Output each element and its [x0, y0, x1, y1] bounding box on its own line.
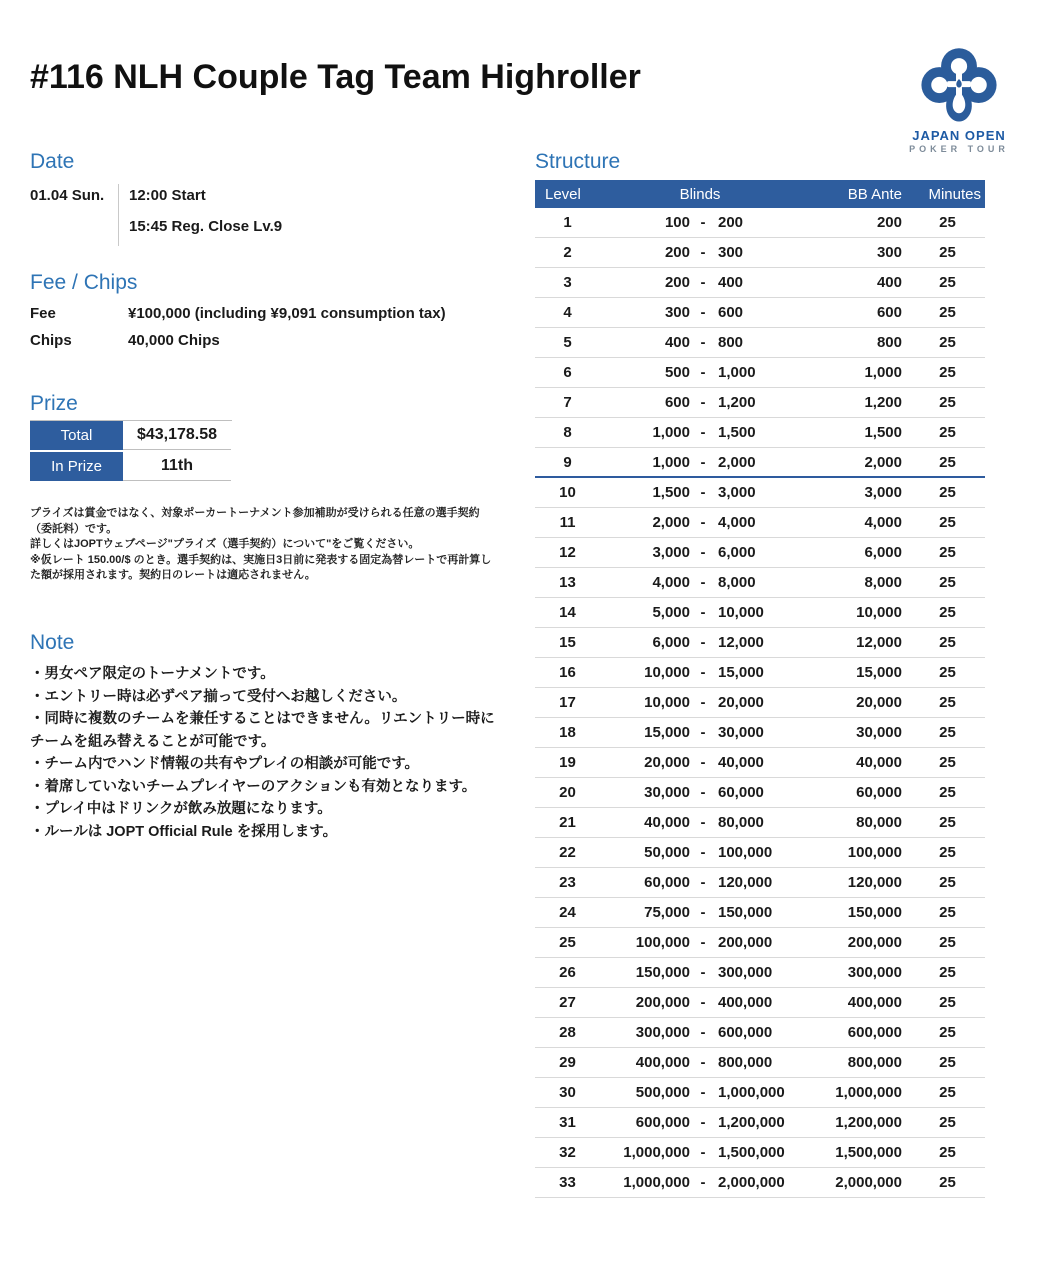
- structure-small-blind: 60,000: [644, 874, 690, 891]
- structure-level: 10: [559, 484, 576, 501]
- prize-disclaimer: [30, 506, 500, 584]
- structure-bb-ante: 800: [876, 334, 902, 351]
- structure-minutes: 25: [939, 394, 956, 411]
- structure-small-blind: 4,000: [652, 574, 690, 591]
- structure-small-blind: 200: [664, 244, 690, 261]
- structure-small-blind: 1,500: [652, 484, 690, 501]
- date-heading: Date: [30, 150, 75, 173]
- structure-small-blind: 3,000: [652, 544, 690, 561]
- fee-chips-heading: Fee / Chips: [30, 271, 138, 294]
- structure-small-blind: 1,000,000: [623, 1144, 690, 1161]
- structure-blinds-dash: -: [700, 724, 706, 741]
- prize-row-label: In Prize: [30, 452, 123, 481]
- structure-big-blind: 3,000: [718, 484, 756, 501]
- structure-blinds-dash: -: [700, 424, 706, 441]
- structure-minutes: 25: [939, 1084, 956, 1101]
- structure-blinds-dash: -: [700, 1144, 706, 1161]
- structure-row: [535, 718, 985, 748]
- structure-bb-ante: 200,000: [847, 934, 902, 951]
- structure-bb-ante: 6,000: [864, 544, 902, 561]
- structure-section: [535, 150, 985, 1198]
- structure-row: [535, 1018, 985, 1048]
- structure-small-blind: 40,000: [644, 814, 690, 831]
- structure-big-blind: 2,000: [718, 453, 756, 471]
- structure-minutes: 25: [939, 934, 956, 951]
- structure-small-blind: 600,000: [635, 1114, 690, 1131]
- structure-level: 29: [559, 1054, 576, 1071]
- structure-big-blind: 40,000: [718, 754, 764, 771]
- fee-chips-value: ¥100,000 (including ¥9,091 consumption tax): [128, 305, 446, 322]
- structure-big-blind: 4,000: [718, 514, 756, 531]
- structure-small-blind: 300: [664, 304, 690, 321]
- structure-blinds-dash: -: [700, 694, 706, 711]
- prize-row-value: 11th: [123, 452, 231, 481]
- structure-small-blind: 150,000: [635, 964, 690, 981]
- structure-small-blind: 50,000: [644, 844, 690, 861]
- fee-chips-row: [30, 305, 490, 322]
- structure-level: 8: [563, 424, 572, 441]
- structure-level: 14: [559, 604, 576, 621]
- structure-big-blind: 1,000,000: [718, 1084, 785, 1101]
- structure-big-blind: 400: [718, 274, 744, 291]
- structure-level: 17: [559, 694, 576, 711]
- column-header-minutes: Minutes: [928, 185, 981, 203]
- structure-minutes: 25: [939, 574, 956, 591]
- fee-chips-row: [30, 332, 490, 349]
- structure-bb-ante: 1,200: [864, 394, 902, 411]
- structure-big-blind: 20,000: [718, 694, 764, 711]
- logo-text-line1: JAPAN OPEN: [912, 128, 1006, 143]
- structure-small-blind: 1,000: [652, 424, 690, 441]
- structure-bb-ante: 30,000: [856, 724, 902, 741]
- structure-blinds-dash: -: [700, 574, 706, 591]
- prize-row: [30, 452, 232, 481]
- date-time-entry: 15:45 Reg. Close Lv.9: [129, 218, 283, 235]
- structure-bb-ante: 20,000: [856, 694, 902, 711]
- structure-minutes: 25: [939, 1114, 956, 1131]
- structure-row: [535, 1078, 985, 1108]
- structure-row: [535, 208, 985, 238]
- structure-level: 6: [563, 364, 572, 381]
- structure-big-blind: 400,000: [718, 994, 773, 1011]
- structure-blinds-dash: -: [700, 814, 706, 831]
- structure-small-blind: 300,000: [635, 1024, 690, 1041]
- note-item: ・ルールは JOPT Official Rule を採用します。: [30, 823, 338, 840]
- structure-bb-ante: 80,000: [856, 814, 902, 831]
- fee-chips-value: 40,000 Chips: [128, 332, 220, 349]
- structure-level: 30: [559, 1084, 576, 1101]
- structure-level: 24: [559, 904, 576, 921]
- column-header-blinds: Blinds: [679, 185, 721, 203]
- structure-minutes: 25: [939, 1144, 956, 1161]
- structure-row: [535, 778, 985, 808]
- structure-minutes: 25: [939, 214, 956, 231]
- structure-small-blind: 75,000: [644, 904, 690, 921]
- structure-level: 11: [559, 514, 576, 531]
- structure-minutes: 25: [939, 364, 956, 381]
- structure-level: 26: [559, 964, 576, 981]
- structure-blinds-dash: -: [700, 784, 706, 801]
- prize-row: [30, 421, 232, 450]
- structure-small-blind: 500: [664, 364, 690, 381]
- structure-minutes: 25: [939, 724, 956, 741]
- structure-big-blind: 1,000: [718, 364, 756, 381]
- structure-blinds-dash: -: [700, 934, 706, 951]
- structure-level: 19: [559, 754, 576, 771]
- structure-minutes: 25: [939, 904, 956, 921]
- structure-row: [535, 988, 985, 1018]
- structure-bb-ante: 12,000: [856, 634, 902, 651]
- structure-small-blind: 100,000: [635, 934, 690, 951]
- structure-minutes: 25: [939, 634, 956, 651]
- structure-level: 15: [559, 634, 576, 651]
- structure-level: 13: [559, 574, 576, 591]
- structure-row: [535, 358, 985, 388]
- note-item: ・チーム内でハンド情報の共有やプレイの相談が可能です。: [30, 756, 420, 772]
- structure-minutes: 25: [939, 844, 956, 861]
- note-item: ・プレイ中はドリンクが飲み放題になります。: [30, 801, 332, 817]
- structure-big-blind: 1,200,000: [718, 1114, 785, 1131]
- structure-blinds-dash: -: [700, 1114, 706, 1131]
- structure-big-blind: 30,000: [718, 724, 764, 741]
- structure-row: [535, 748, 985, 778]
- structure-small-blind: 1,000,000: [623, 1174, 690, 1191]
- structure-bb-ante: 400,000: [847, 994, 902, 1011]
- structure-blinds-dash: -: [700, 1054, 706, 1071]
- structure-minutes: 25: [939, 754, 956, 771]
- structure-blinds-dash: -: [700, 754, 706, 771]
- structure-blinds-dash: -: [700, 364, 706, 381]
- structure-level: 25: [559, 934, 576, 951]
- structure-big-blind: 300: [718, 244, 744, 261]
- structure-level: 3: [563, 274, 572, 291]
- note-item: ・着席していないチームプレイヤーのアクションも有効となります。: [30, 778, 477, 795]
- structure-level: 4: [563, 304, 572, 321]
- structure-minutes: 25: [939, 514, 956, 531]
- structure-blinds-dash: -: [700, 304, 706, 321]
- structure-bb-ante: 600,000: [847, 1024, 902, 1041]
- page-title: #116 NLH Couple Tag Team Highroller: [30, 58, 641, 96]
- structure-big-blind: 600: [718, 304, 744, 321]
- structure-level: 22: [559, 844, 576, 861]
- structure-level: 31: [559, 1114, 576, 1131]
- structure-bb-ante: 10,000: [856, 604, 902, 621]
- prize-table: [30, 420, 232, 481]
- structure-level: 1: [563, 214, 572, 231]
- prize-row-value: $43,178.58: [123, 421, 231, 450]
- structure-row: [535, 478, 985, 508]
- structure-level: 7: [563, 394, 572, 411]
- structure-bb-ante: 1,000: [864, 364, 902, 381]
- structure-blinds-dash: -: [700, 904, 706, 921]
- structure-blinds-dash: -: [700, 274, 706, 291]
- structure-blinds-dash: -: [700, 1084, 706, 1101]
- structure-bb-ante: 1,500: [864, 424, 902, 441]
- structure-small-blind: 600: [664, 394, 690, 411]
- structure-row: [535, 1138, 985, 1168]
- structure-row: [535, 538, 985, 568]
- structure-row: [535, 598, 985, 628]
- structure-small-blind: 200,000: [635, 994, 690, 1011]
- structure-big-blind: 200: [718, 214, 744, 231]
- structure-big-blind: 1,500: [718, 424, 756, 441]
- structure-blinds-dash: -: [700, 514, 706, 531]
- structure-minutes: 25: [939, 994, 956, 1011]
- structure-small-blind: 500,000: [635, 1084, 690, 1101]
- structure-row: [535, 448, 985, 478]
- structure-bb-ante: 4,000: [864, 514, 902, 531]
- note-list: [30, 663, 508, 843]
- structure-blinds-dash: -: [700, 453, 706, 471]
- structure-table-body: [535, 208, 985, 1198]
- date-times: [129, 184, 282, 246]
- structure-row: [535, 418, 985, 448]
- structure-row: [535, 328, 985, 358]
- japan-open-poker-tour-logo: [903, 44, 1015, 154]
- structure-small-blind: 20,000: [644, 754, 690, 771]
- structure-big-blind: 1,200: [718, 394, 756, 411]
- structure-minutes: 25: [939, 964, 956, 981]
- structure-small-blind: 6,000: [652, 634, 690, 651]
- structure-big-blind: 8,000: [718, 574, 756, 591]
- structure-minutes: 25: [939, 874, 956, 891]
- structure-big-blind: 100,000: [718, 844, 773, 861]
- structure-big-blind: 1,500,000: [718, 1144, 785, 1161]
- structure-bb-ante: 600: [876, 304, 902, 321]
- structure-small-blind: 400,000: [635, 1054, 690, 1071]
- date-divider: [118, 184, 119, 246]
- structure-big-blind: 6,000: [718, 544, 756, 561]
- structure-big-blind: 800,000: [718, 1054, 773, 1071]
- structure-blinds-dash: -: [700, 634, 706, 651]
- structure-minutes: 25: [939, 484, 956, 501]
- structure-bb-ante: 1,200,000: [835, 1114, 902, 1131]
- structure-minutes: 25: [939, 604, 956, 621]
- date-day: 01.04 Sun.: [30, 187, 105, 204]
- structure-minutes: 25: [939, 664, 956, 681]
- structure-row: [535, 238, 985, 268]
- structure-table-header: [535, 180, 985, 208]
- fee-chips-rows: [30, 305, 490, 349]
- structure-big-blind: 200,000: [718, 934, 773, 951]
- structure-level: 21: [559, 814, 576, 831]
- structure-big-blind: 80,000: [718, 814, 764, 831]
- prize-disclaimer-line: ※仮レート 150.00/$ のとき。選手契約は、実施日3日前に発表する固定為替レートで再計算した額が採用されます。契約日のレートは適応されません。: [30, 553, 492, 581]
- note-section: [30, 631, 508, 843]
- structure-blinds-dash: -: [700, 844, 706, 861]
- structure-big-blind: 800: [718, 334, 744, 351]
- structure-big-blind: 10,000: [718, 604, 764, 621]
- structure-big-blind: 600,000: [718, 1024, 773, 1041]
- structure-small-blind: 1,000: [652, 453, 690, 471]
- structure-row: [535, 958, 985, 988]
- structure-minutes: 25: [939, 274, 956, 291]
- structure-big-blind: 2,000,000: [718, 1174, 785, 1191]
- structure-blinds-dash: -: [700, 994, 706, 1011]
- note-item: ・同時に複数のチームを兼任することはできません。リエントリー時にチームを組み替えることが可能です。: [30, 711, 495, 750]
- fee-chips-label: Chips: [30, 332, 72, 349]
- fee-chips-label: Fee: [30, 305, 56, 322]
- structure-small-blind: 10,000: [644, 694, 690, 711]
- structure-blinds-dash: -: [700, 604, 706, 621]
- prize-disclaimer-line: 詳しくはJOPTウェブページ"プライズ（選手契約）について"をご覧ください。: [30, 538, 420, 550]
- structure-row: [535, 268, 985, 298]
- structure-heading: Structure: [535, 150, 621, 173]
- structure-minutes: 25: [939, 784, 956, 801]
- structure-minutes: 25: [939, 1024, 956, 1041]
- logo-text-line2: POKER TOUR: [909, 144, 1009, 154]
- structure-small-blind: 10,000: [644, 664, 690, 681]
- structure-bb-ante: 100,000: [847, 844, 902, 861]
- structure-bb-ante: 1,000,000: [835, 1084, 902, 1101]
- structure-bb-ante: 15,000: [856, 664, 902, 681]
- structure-level: 23: [559, 874, 576, 891]
- structure-blinds-dash: -: [700, 874, 706, 891]
- date-section: [30, 150, 490, 246]
- structure-bb-ante: 150,000: [847, 904, 902, 921]
- structure-row: [535, 508, 985, 538]
- structure-minutes: 25: [939, 304, 956, 321]
- structure-row: [535, 388, 985, 418]
- column-header-level: Level: [545, 185, 581, 203]
- structure-big-blind: 120,000: [718, 874, 773, 891]
- structure-blinds-dash: -: [700, 664, 706, 681]
- structure-row: [535, 868, 985, 898]
- structure-big-blind: 60,000: [718, 784, 764, 801]
- prize-heading: Prize: [30, 392, 78, 415]
- structure-table: [535, 180, 985, 1198]
- structure-level: 5: [563, 334, 572, 351]
- structure-bb-ante: 8,000: [864, 574, 902, 591]
- structure-bb-ante: 800,000: [847, 1054, 902, 1071]
- structure-minutes: 25: [939, 1174, 956, 1191]
- note-item: ・男女ペア限定のトーナメントです。: [30, 666, 275, 682]
- structure-row: [535, 898, 985, 928]
- prize-section: [30, 392, 490, 483]
- club-drop-icon: [903, 44, 1015, 126]
- structure-blinds-dash: -: [700, 244, 706, 261]
- structure-minutes: 25: [939, 694, 956, 711]
- structure-row: [535, 808, 985, 838]
- structure-level: 12: [559, 544, 576, 561]
- structure-minutes: 25: [939, 814, 956, 831]
- structure-level: 33: [559, 1174, 576, 1191]
- structure-blinds-dash: -: [700, 1024, 706, 1041]
- structure-bb-ante: 2,000: [864, 453, 902, 471]
- structure-minutes: 25: [939, 334, 956, 351]
- structure-big-blind: 300,000: [718, 964, 773, 981]
- structure-level: 9: [563, 453, 572, 471]
- structure-bb-ante: 1,500,000: [835, 1144, 902, 1161]
- structure-level: 27: [559, 994, 576, 1011]
- structure-minutes: 25: [939, 244, 956, 261]
- structure-blinds-dash: -: [700, 334, 706, 351]
- structure-level: 16: [559, 664, 576, 681]
- structure-level: 2: [563, 244, 572, 261]
- structure-bb-ante: 300,000: [847, 964, 902, 981]
- structure-small-blind: 400: [664, 334, 690, 351]
- structure-row: [535, 1048, 985, 1078]
- structure-small-blind: 2,000: [652, 514, 690, 531]
- structure-minutes: 25: [939, 544, 956, 561]
- structure-big-blind: 12,000: [718, 634, 764, 651]
- structure-blinds-dash: -: [700, 544, 706, 561]
- structure-row: [535, 838, 985, 868]
- prize-disclaimer-line: プライズは賞金ではなく、対象ポーカートーナメント参加補助が受けられる任意の選手契約（委託料）です。: [30, 507, 480, 535]
- structure-small-blind: 100: [664, 214, 690, 231]
- structure-bb-ante: 3,000: [864, 484, 902, 501]
- structure-bb-ante: 40,000: [856, 754, 902, 771]
- date-time-entry: 12:00 Start: [129, 187, 206, 204]
- structure-minutes: 25: [939, 453, 956, 471]
- structure-blinds-dash: -: [700, 484, 706, 501]
- structure-row: [535, 1168, 985, 1198]
- structure-row: [535, 628, 985, 658]
- note-item: ・エントリー時は必ずペア揃って受付へお越しください。: [30, 688, 407, 705]
- structure-minutes: 25: [939, 1054, 956, 1071]
- structure-row: [535, 298, 985, 328]
- structure-level: 28: [559, 1024, 576, 1041]
- structure-big-blind: 150,000: [718, 904, 773, 921]
- structure-minutes: 25: [939, 424, 956, 441]
- structure-small-blind: 5,000: [652, 604, 690, 621]
- structure-small-blind: 200: [664, 274, 690, 291]
- structure-big-blind: 15,000: [718, 664, 764, 681]
- structure-row: [535, 928, 985, 958]
- structure-bb-ante: 300: [876, 244, 902, 261]
- structure-blinds-dash: -: [700, 214, 706, 231]
- structure-row: [535, 1108, 985, 1138]
- structure-bb-ante: 60,000: [856, 784, 902, 801]
- structure-level: 18: [559, 724, 576, 741]
- structure-bb-ante: 2,000,000: [835, 1174, 902, 1191]
- structure-bb-ante: 400: [876, 274, 902, 291]
- structure-level: 32: [559, 1144, 576, 1161]
- structure-row: [535, 688, 985, 718]
- structure-row: [535, 568, 985, 598]
- structure-row: [535, 658, 985, 688]
- structure-blinds-dash: -: [700, 394, 706, 411]
- structure-blinds-dash: -: [700, 964, 706, 981]
- prize-row-label: Total: [30, 421, 123, 450]
- structure-level: 20: [559, 784, 576, 801]
- note-heading: Note: [30, 631, 75, 654]
- column-header-bb-ante: BB Ante: [847, 185, 902, 203]
- structure-blinds-dash: -: [700, 1174, 706, 1191]
- structure-small-blind: 15,000: [644, 724, 690, 741]
- fee-chips-section: [30, 271, 490, 349]
- structure-small-blind: 30,000: [644, 784, 690, 801]
- structure-bb-ante: 120,000: [847, 874, 902, 891]
- structure-bb-ante: 200: [876, 214, 902, 231]
